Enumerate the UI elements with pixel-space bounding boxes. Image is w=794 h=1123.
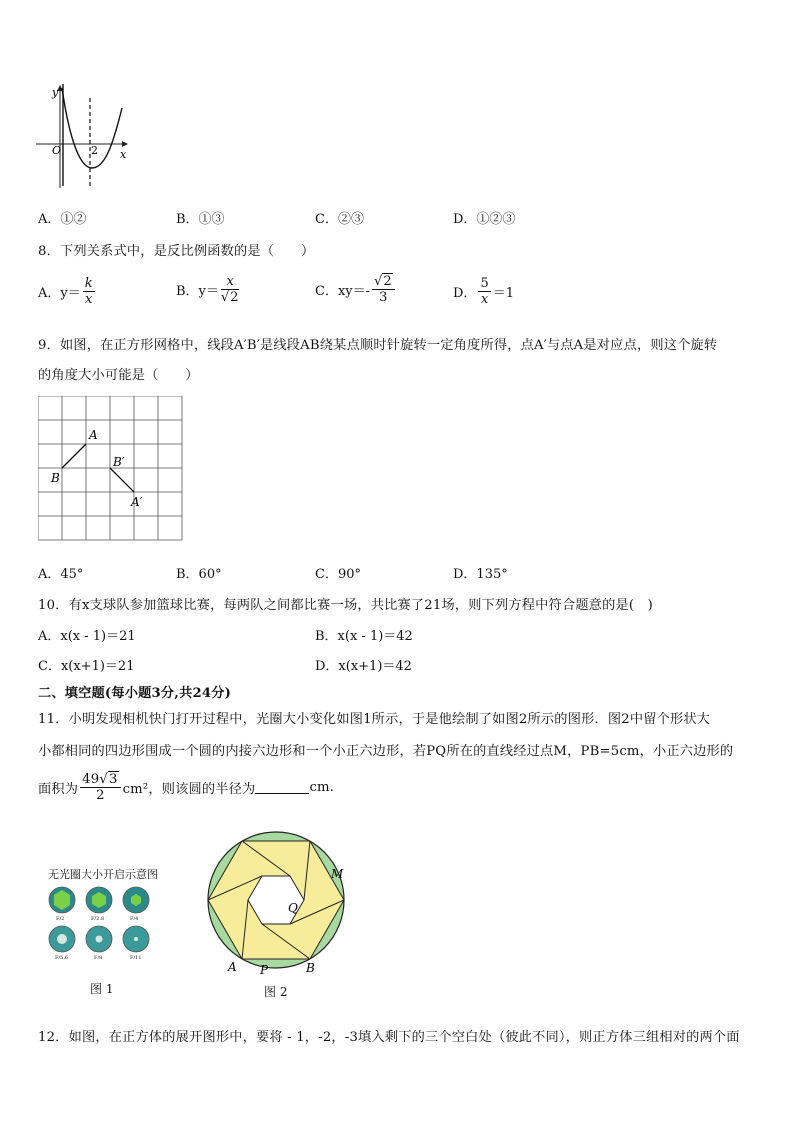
- q8-b-num: x: [221, 274, 240, 290]
- q7-option-a: A．①②: [38, 212, 87, 227]
- q10-stem: 10．有x支球队参加篮球比赛，每两队之间都比赛一场，共比赛了21场，则下列方程中符合题意的是( ): [38, 598, 653, 613]
- fstop-label: F/11: [130, 955, 142, 961]
- q7-x-label: x: [120, 148, 127, 161]
- q11-line3-suffix: cm.: [309, 780, 335, 795]
- q8-b-den: 2: [230, 290, 239, 305]
- fig2-label-b: B: [306, 961, 315, 975]
- q11-line3: 面积为 $\frac{49√3}{2}$ cm²，则该圆的半径为 cm.: [38, 772, 335, 803]
- q9-grid-figure: [38, 396, 184, 544]
- q8-d-prefix: D．: [453, 286, 477, 301]
- fstop-label: F/5.6: [55, 955, 69, 961]
- q11-fig1-title: 无光圈大小开启示意图: [48, 868, 158, 881]
- q11-line3-prefix: 面积为: [38, 782, 79, 797]
- fstop-label: F/8: [94, 955, 103, 961]
- q8-a-den: x: [85, 292, 93, 307]
- q9-label-a-prime: A′: [131, 495, 143, 509]
- q10-option-c: C．x(x+1)＝21: [38, 659, 135, 674]
- q9-option-a: A．45°: [38, 567, 84, 582]
- fstop-label: F/2.8: [91, 916, 105, 922]
- fig2-label-q: Q: [288, 901, 298, 915]
- aperture-icon: [86, 887, 112, 913]
- q8-c-num: 2: [383, 274, 392, 289]
- q7-graph: [34, 80, 134, 192]
- q8-option-a: [38, 276, 97, 307]
- q11-fig2-diagram: [200, 824, 352, 978]
- q7-option-d: D．①②③: [453, 212, 516, 227]
- q11-line2: 小都相同的四边形围成一个圆的内接六边形和一个小正六边形，若PQ所在的直线经过点M，PB=5cm，小正六边形的: [38, 744, 734, 759]
- q11-line3-mid: cm²，则该圆的半径为: [122, 782, 256, 797]
- fig2-label-m: M: [331, 867, 344, 881]
- q10-option-b: B．x(x - 1)＝42: [315, 629, 413, 644]
- q8-a-prefix: A．y＝: [38, 286, 81, 301]
- q8-option-c: C．xy＝- $\frac{√2}{3}$: [315, 274, 397, 305]
- fstop-label: F/4: [130, 916, 139, 922]
- fig2-label-p: P: [260, 963, 269, 977]
- q11-frac-sqrt: 3: [108, 772, 118, 787]
- q8-stem: 8．下列关系式中，是反比例函数的是（ ）: [38, 244, 315, 259]
- q11-answer-blank[interactable]: [255, 781, 309, 794]
- fig2-label-a: A: [228, 960, 237, 974]
- q8-b-prefix: B．y＝: [176, 284, 219, 299]
- q7-origin-label: O: [52, 144, 62, 157]
- q11-fig2-caption: 图 2: [264, 985, 288, 999]
- q8-option-b: B．y＝ $\frac{x}{√2}$: [176, 274, 239, 305]
- aperture-icon: [49, 926, 75, 952]
- q12-line1: 12．如图，在正方体的展开图形中，要将 - 1，-2，-3填入剩下的三个空白处（彼此不同），则正方体三组相对的两个面: [38, 1030, 740, 1045]
- q8-c-den: 3: [379, 290, 388, 305]
- q8-d-den: x: [480, 292, 489, 307]
- q9-stem-line2: 的角度大小可能是（ ）: [38, 368, 199, 383]
- q7-option-b: B．①③: [176, 212, 225, 227]
- q8-option-d: [453, 276, 514, 307]
- fstop-label: F/2: [56, 916, 65, 922]
- q11-fig1-apertures: [44, 884, 164, 964]
- q8-c-prefix: C．xy＝-: [315, 284, 371, 299]
- q9-label-b-prime: B′: [113, 455, 125, 469]
- q10-option-a: A．x(x - 1)＝21: [38, 629, 136, 644]
- q11-frac-den: 2: [96, 788, 105, 803]
- section-2-heading: 二、填空题(每小题3分,共24分): [38, 686, 232, 701]
- q11-frac-num: 49: [82, 772, 100, 787]
- aperture-icon: [123, 887, 149, 913]
- q9-option-d: D．135°: [453, 567, 508, 582]
- q8-a-num: k: [84, 276, 93, 291]
- aperture-icon: [86, 926, 112, 952]
- q9-option-b: B．60°: [176, 567, 222, 582]
- q10-option-d: D．x(x+1)＝42: [315, 659, 412, 674]
- q7-y-label: y: [52, 86, 59, 99]
- q9-label-b: B: [51, 471, 60, 485]
- q11-line1: 11．小明发现相机快门打开过程中，光圈大小变化如图1所示，于是他绘制了如图2所示的图形．图2中留个形状大: [38, 712, 711, 727]
- q9-stem-line1: 9．如图，在正方形网格中，线段A′B′是线段AB绕某点顺时针旋转一定角度所得，点A′与点A是对应点，则这个旋转: [38, 338, 718, 353]
- aperture-icon: [123, 926, 149, 952]
- q9-label-a: A: [89, 428, 98, 442]
- q7-tick-label: 2: [91, 144, 98, 157]
- q7-option-c: C．②③: [315, 212, 364, 227]
- aperture-icon: [49, 887, 75, 913]
- q11-fig1-caption: 图 1: [90, 982, 114, 996]
- q9-option-c: C．90°: [315, 567, 361, 582]
- q8-d-suffix: ＝1: [492, 286, 514, 301]
- q8-d-num: 5: [480, 276, 489, 291]
